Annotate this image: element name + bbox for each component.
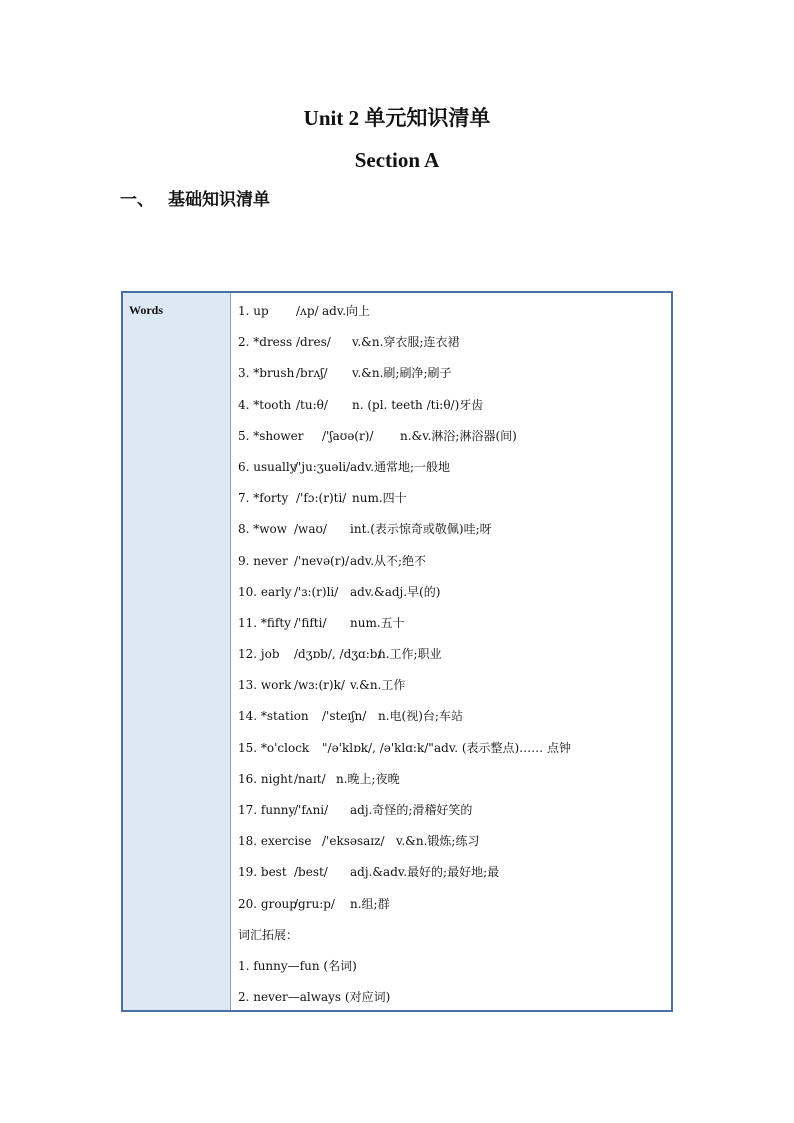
vocab-extension-item: 1. funny—fun (名词) <box>238 958 357 973</box>
word: 3. *brush <box>238 366 295 381</box>
meaning: adv.通常地;一般地 <box>350 459 451 474</box>
word-row <box>238 552 671 583</box>
word: 6. usually <box>238 459 297 474</box>
phonetic: /ʌp/ <box>296 304 319 318</box>
word: 2. *dress <box>238 335 293 350</box>
word-row <box>238 396 671 427</box>
word-row <box>238 489 671 520</box>
section-number: 一、 <box>120 190 154 210</box>
phonetic: /'fifti/ <box>294 615 327 630</box>
phonetic: /naɪt/ <box>294 771 326 786</box>
word: 17. funny <box>238 803 296 817</box>
meaning: v.&n.工作 <box>350 678 406 693</box>
word-row <box>238 583 671 614</box>
meaning: adv.向上 <box>322 304 371 318</box>
meaning: v.&n.刷;刷净;刷子 <box>352 366 452 381</box>
meaning: int.(表示惊奇或敬佩)哇;呀 <box>350 522 492 537</box>
meaning: n.电(视)台;车站 <box>378 709 463 724</box>
meaning: adv. (表示整点)…… 点钟 <box>434 740 571 755</box>
word-row <box>238 427 671 458</box>
phonetic: /brʌʃ/ <box>296 366 328 381</box>
vocab-extension-item: 2. never—always (对应词) <box>238 990 391 1005</box>
word: 5. *shower <box>238 428 304 443</box>
section-label: 基础知识清单 <box>168 190 270 210</box>
meaning: adv.从不;绝不 <box>350 553 427 568</box>
word-row <box>238 832 671 863</box>
word: 8. *wow <box>238 522 288 537</box>
word: 20. group <box>238 896 297 911</box>
page-title: Unit 2 单元知识清单 <box>303 106 491 130</box>
word: 10. early <box>238 584 292 599</box>
phonetic: /waʊ/ <box>294 522 327 537</box>
phonetic: /tu:θ/ <box>296 397 328 412</box>
word-row <box>238 364 671 395</box>
meaning: num.五十 <box>350 615 405 630</box>
vocab-extension-heading: 词汇拓展： <box>238 927 299 942</box>
words-label: Words <box>123 293 231 1010</box>
word-row <box>238 895 671 926</box>
meaning: adj.奇怪的;滑稽好笑的 <box>350 803 473 817</box>
word: 18. exercise <box>238 834 312 849</box>
word-row <box>238 739 671 770</box>
meaning: num.四十 <box>352 491 407 506</box>
word: 11. *fifty <box>238 615 291 630</box>
meaning: n. (pl. teeth /ti:θ/)牙齿 <box>352 397 484 412</box>
word: 12. job <box>238 647 280 662</box>
phonetic: /dʒɒb/, /dʒɑ:b/ <box>294 647 382 662</box>
phonetic: /'nevə(r)/ <box>294 553 350 568</box>
meaning: v.&n.锻炼;练习 <box>396 834 480 849</box>
phonetic: /'ɜ:(r)li/ <box>294 584 339 599</box>
words-table <box>121 291 673 1012</box>
word: 14. *station <box>238 709 309 724</box>
phonetic: /'ju:ʒuəli/ <box>294 459 351 474</box>
section-heading <box>120 188 270 212</box>
phonetic: /'eksəsaɪz/ <box>322 834 385 849</box>
word: 13. work <box>238 678 292 693</box>
words-list <box>231 293 671 1010</box>
meaning: n.组;群 <box>350 896 390 911</box>
phonetic: /gru:p/ <box>294 896 335 911</box>
meaning: n.工作;职业 <box>378 647 442 662</box>
meaning: adv.&adj.早(的) <box>350 584 441 599</box>
word-row <box>238 676 671 707</box>
word: 1. up <box>238 304 269 318</box>
phonetic: /'steɪʃn/ <box>322 709 367 724</box>
word-row <box>238 458 671 489</box>
meaning: n.晚上;夜晚 <box>336 771 400 786</box>
word-row <box>238 863 671 894</box>
word-row <box>238 614 671 645</box>
word: 19. best <box>238 865 287 880</box>
phonetic: /best/ <box>294 865 328 880</box>
word-row <box>238 707 671 738</box>
word: 16. night <box>238 771 293 786</box>
phonetic: /'fɔ:(r)ti/ <box>296 491 347 506</box>
phonetic: /'fʌni/ <box>294 803 329 817</box>
phonetic: /wɜ:(r)k/ <box>294 678 345 693</box>
phonetic: "/ə'klɒk/, /ə'klɑ:k/" <box>322 740 434 755</box>
word-row <box>238 520 671 551</box>
section-title: Section A <box>354 148 440 172</box>
phonetic: /'ʃaʊə(r)/ <box>322 428 374 443</box>
word-row <box>238 770 671 801</box>
phonetic: /dres/ <box>296 335 331 350</box>
meaning: v.&n.穿衣服;连衣裙 <box>352 335 460 350</box>
word: 15. *o'clock <box>238 740 310 755</box>
meaning: n.&v.淋浴;淋浴器(间) <box>400 428 517 443</box>
word-row <box>238 645 671 676</box>
word-row <box>238 302 671 333</box>
word: 7. *forty <box>238 491 289 506</box>
word: 4. *tooth <box>238 397 292 412</box>
meaning: adj.&adv.最好的;最好地;最 <box>350 865 500 880</box>
word: 9. never <box>238 553 288 568</box>
word-row <box>238 333 671 364</box>
word-row <box>238 801 671 832</box>
